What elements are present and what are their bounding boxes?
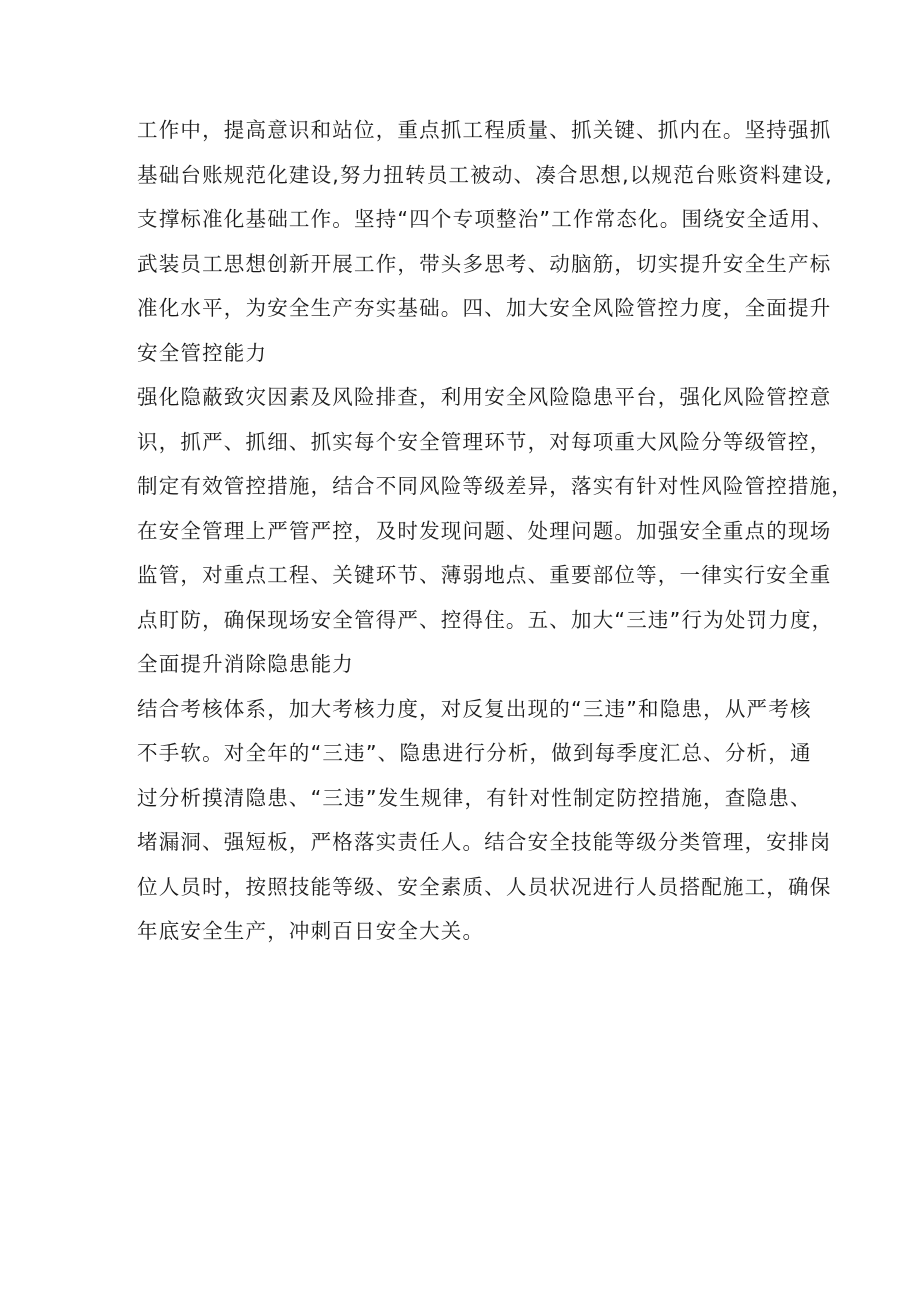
text-line: 年底安全生产，冲刺百日安全大关。: [137, 919, 485, 943]
text-line: 在安全管理上严管严控，及时发现问题、处理问题。加强安全重点的现场: [137, 518, 832, 543]
text-line: 堵漏洞、强短板，严格落实责任人。结合安全技能等级分类管理，安排岗: [137, 830, 832, 854]
text-line: 基础台账规范化建设,努力扭转员工被动、凑合思想,以规范台账资料建设,: [137, 162, 833, 187]
section-heading-line: 全面提升消除隐患能力: [137, 652, 354, 676]
text-line: 工作中，提高意识和站位，重点抓工程质量、抓关键、抓内在。坚持强抓: [137, 118, 832, 142]
section-heading-line: 安全管控能力: [137, 340, 268, 365]
text-line: 武装员工思想创新开展工作，带头多思考、动脑筋，切实提升安全生产标: [137, 251, 832, 276]
text-line: 位人员时，按照技能等级、安全素质、人员状况进行人员搭配施工，确保: [137, 874, 832, 899]
text-line: 强化隐蔽致灾因素及风险排查，利用安全风险隐患平台，强化风险管控意: [137, 385, 832, 409]
text-line: 过分析摸清隐患、“三违”发生规律，有针对性制定防控措施，查隐患、: [137, 785, 812, 810]
document-body: [137, 108, 854, 954]
text-line: 结合考核体系，加大考核力度，对反复出现的“三违”和隐患，从严考核: [137, 696, 812, 721]
text-line: 不手软。对全年的“三违”、隐患进行分析，做到每季度汇总、分析，通: [137, 741, 812, 765]
text-line: 监管，对重点工程、关键环节、薄弱地点、重要部位等，一律实行安全重: [137, 563, 832, 587]
text-line: 支撑标准化基础工作。坚持“四个专项整治”工作常态化。围绕安全适用、: [137, 207, 834, 231]
text-line: 识，抓严、抓细、抓实每个安全管理环节，对每项重大风险分等级管控，: [137, 429, 832, 454]
text-line: 准化水平，为安全生产夯实基础。四、加大安全风险管控力度，全面提升: [137, 296, 832, 320]
text-line: 点盯防，确保现场安全管得严、控得住。五、加大“三违”行为处罚力度，: [137, 607, 834, 632]
text-line: 制定有效管控措施，结合不同风险等级差异，落实有针对性风险管控措施，: [137, 474, 854, 498]
